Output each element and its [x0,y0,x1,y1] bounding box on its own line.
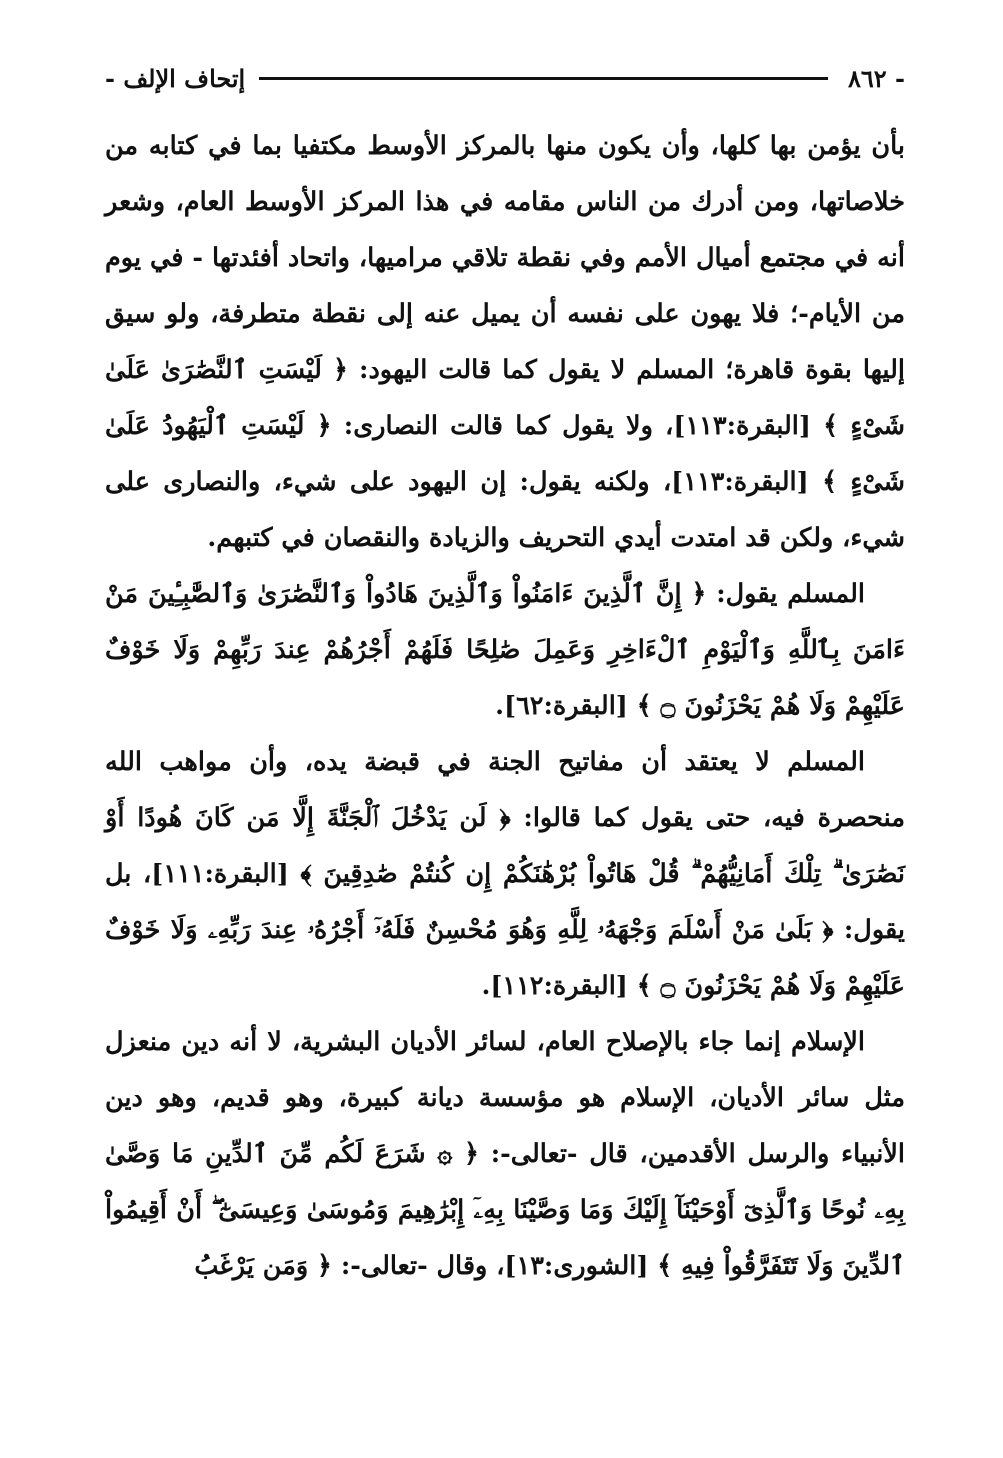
body-text [105,118,905,1294]
running-header [105,56,905,100]
paragraph-3: المسلم لا يعتقد أن مفاتيح الجنة في قبضة يده، وأن مواهب الله منحصرة فيه، حتى يقول كما قالوا: ﴿ لَن يَدْخُلَ ٱلْجَنَّةَ إِلَّا مَن كَانَ هُودًا أَوْ نَصَٰرَىٰ ۗ تِلْكَ أَمَانِيُّهُمْ ۗ قُلْ هَاتُواْ بُرْهَٰنَكُمْ إِن كُنتُمْ صَٰدِقِينَ ﴾ [البقرة:١١١]، بل يقول: ﴿ بَلَىٰ مَنْ أَسْلَمَ وَجْهَهُۥ لِلَّهِ وَهُوَ مُحْسِنٌ فَلَهُۥٓ أَجْرُهُۥ عِندَ رَبِّهِۦ وَلَا خَوْفٌ عَلَيْهِمْ وَلَا هُمْ يَحْزَنُونَ ۝ ﴾ [البقرة:١١٢]. [105,747,905,1001]
header-rule [259,77,828,80]
page-number: - ٨٦٢ [848,63,905,93]
paragraph-2: المسلم يقول: ﴿ إِنَّ ٱلَّذِينَ ءَامَنُواْ وَٱلَّذِينَ هَادُواْ وَٱلنَّصَٰرَىٰ وَٱلصَّٰبِـِٔينَ مَنْ ءَامَنَ بِٱللَّهِ وَٱلْيَوْمِ ٱلْءَاخِرِ وَعَمِلَ صَٰلِحًا فَلَهُمْ أَجْرُهُمْ عِندَ رَبِّهِمْ وَلَا خَوْفٌ عَلَيْهِمْ وَلَا هُمْ يَحْزَنُونَ ۝ ﴾ [البقرة:٦٢]. [105,579,905,721]
paragraph-1: بأن يؤمن بها كلها، وأن يكون منها بالمركز الأوسط مكتفيا بما في كتابه من خلاصاتها، ومن أدرك من الناس مقامه في هذا المركز الأوسط العام، وشعر أنه في مجتمع أميال الأمم وفي نقطة تلاقي مراميها، واتحاد أفئدتها - في يوم من الأيام-؛ فلا يهون على نفسه أن يميل عنه إلى نقطة متطرفة، ولو سيق إليها بقوة قاهرة؛ المسلم لا يقول كما قالت اليهود: ﴿ لَيْسَتِ ٱلنَّصَٰرَىٰ عَلَىٰ شَىْءٍ ﴾ [البقرة:١١٣]، ولا يقول كما قالت النصارى: ﴿ لَيْسَتِ ٱلْيَهُودُ عَلَىٰ شَىْءٍ ﴾ [البقرة:١١٣]، ولكنه يقول: إن اليهود على شيء، والنصارى على شيء، ولكن قد امتدت أيدي التحريف والزيادة والنقصان في كتبهم. [105,131,905,553]
paragraph-4: الإسلام إنما جاء بالإصلاح العام، لسائر الأديان البشرية، لا أنه دين منعزل مثل سائر الأديان، الإسلام هو مؤسسة ديانة كبيرة، وهو قديم، وهو دين الأنبياء والرسل الأقدمين، قال -تعالى-: ﴿ ۞ شَرَعَ لَكُم مِّنَ ٱلدِّينِ مَا وَصَّىٰ بِهِۦ نُوحًا وَٱلَّذِىٓ أَوْحَيْنَآ إِلَيْكَ وَمَا وَصَّيْنَا بِهِۦٓ إِبْرَٰهِيمَ وَمُوسَىٰ وَعِيسَىٰٓ ۖ أَنْ أَقِيمُواْ ٱلدِّينَ وَلَا تَتَفَرَّقُواْ فِيهِ ﴾ [الشورى:١٣]، وقال -تعالى-: ﴿ وَمَن يَرْغَبُ [105,1027,905,1281]
book-title: إتحاف الإلف - [105,63,246,93]
